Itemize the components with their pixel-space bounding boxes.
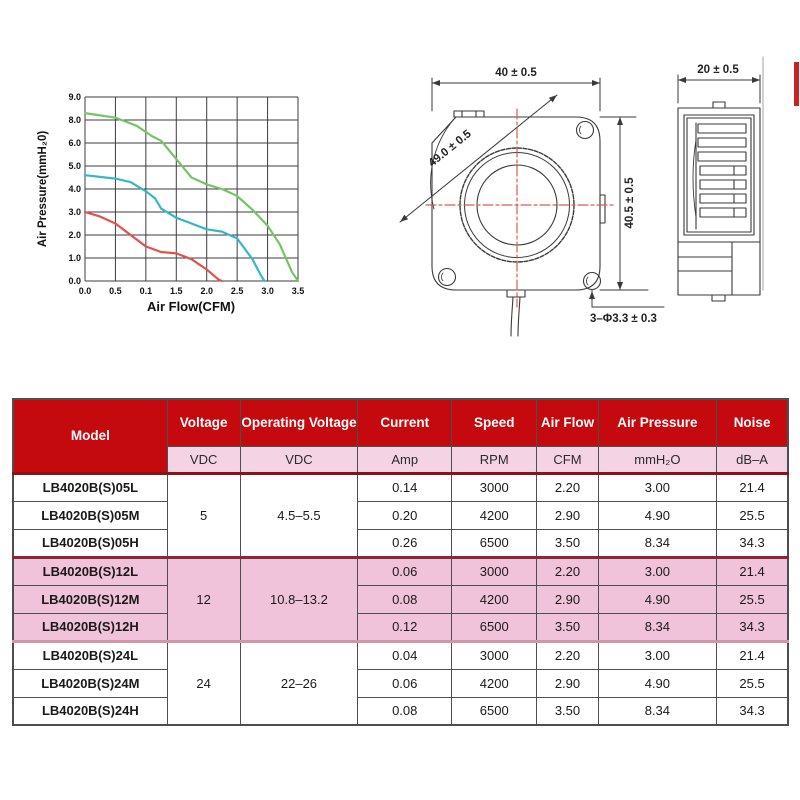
cell-speed: 4200 bbox=[452, 585, 537, 613]
cell-current: 0.08 bbox=[358, 697, 452, 725]
cell-air-flow: 2.90 bbox=[537, 669, 598, 697]
cell-speed: 3000 bbox=[452, 557, 537, 585]
cell-model: LB4020B(S)05L bbox=[13, 473, 167, 501]
fan-side-view-drawing bbox=[660, 45, 800, 305]
fan-front-view bbox=[390, 45, 670, 345]
col-header-operating-voltage: Operating Voltage bbox=[240, 399, 358, 446]
cell-air-flow: 2.20 bbox=[537, 557, 598, 585]
side-body-outline bbox=[678, 108, 760, 295]
cell-noise: 21.4 bbox=[717, 641, 788, 669]
cell-model: LB4020B(S)05M bbox=[13, 501, 167, 529]
svg-text:0.0: 0.0 bbox=[68, 276, 81, 287]
svg-text:1.5: 1.5 bbox=[170, 286, 183, 296]
cell-noise: 21.4 bbox=[717, 557, 788, 585]
top-tab bbox=[454, 111, 484, 117]
table-row bbox=[13, 529, 788, 557]
spec-table-body bbox=[13, 473, 788, 725]
unit-voltage: VDC bbox=[167, 446, 240, 473]
dim-width-label: 40 ± 0.5 bbox=[495, 67, 537, 79]
performance-chart bbox=[30, 85, 310, 320]
col-header-air-flow: Air Flow bbox=[537, 399, 598, 446]
col-header-speed: Speed bbox=[452, 399, 537, 446]
svg-text:8.0: 8.0 bbox=[68, 115, 81, 126]
cell-speed: 3000 bbox=[452, 641, 537, 669]
cell-air-pressure: 4.90 bbox=[598, 501, 717, 529]
side-tab bbox=[600, 195, 605, 223]
chart-x-axis-label: Air Flow(CFM) bbox=[146, 299, 236, 314]
curve-low-speed-red bbox=[85, 212, 222, 281]
cell-model: LB4020B(S)24H bbox=[13, 697, 167, 725]
table-row bbox=[13, 501, 788, 529]
cell-speed: 6500 bbox=[452, 529, 537, 557]
cell-noise: 25.5 bbox=[717, 669, 788, 697]
mounting-hole-top-right bbox=[577, 122, 594, 139]
cell-operating-voltage: 10.8–13.2 bbox=[240, 557, 358, 641]
cell-air-flow: 3.50 bbox=[537, 697, 598, 725]
col-header-model: Model bbox=[13, 399, 167, 473]
dim-holes-label: 3–Φ3.3 ± 0.3 bbox=[590, 313, 657, 325]
cell-current: 0.04 bbox=[358, 641, 452, 669]
cell-current: 0.06 bbox=[358, 557, 452, 585]
chart-curves bbox=[85, 113, 298, 281]
cell-current: 0.26 bbox=[358, 529, 452, 557]
cell-model: LB4020B(S)12M bbox=[13, 585, 167, 613]
cell-air-pressure: 3.00 bbox=[598, 557, 717, 585]
dim-height-label: 40.5 ± 0.5 bbox=[624, 177, 636, 229]
svg-text:2.0: 2.0 bbox=[200, 286, 213, 296]
cell-noise: 34.3 bbox=[717, 529, 788, 557]
cell-current: 0.06 bbox=[358, 669, 452, 697]
cell-air-pressure: 8.34 bbox=[598, 613, 717, 641]
chart-area bbox=[30, 85, 310, 325]
cell-noise: 25.5 bbox=[717, 585, 788, 613]
dim-depth-label: 20 ± 0.5 bbox=[697, 64, 739, 76]
table-row bbox=[13, 473, 788, 501]
side-top-tab bbox=[713, 102, 725, 108]
cell-air-flow: 3.50 bbox=[537, 529, 598, 557]
cell-voltage: 12 bbox=[167, 557, 240, 641]
svg-text:4.0: 4.0 bbox=[68, 184, 81, 195]
cell-speed: 3000 bbox=[452, 473, 537, 501]
col-header-voltage: Voltage bbox=[167, 399, 240, 446]
cell-model: LB4020B(S)12L bbox=[13, 557, 167, 585]
table-row bbox=[13, 585, 788, 613]
svg-text:3.5: 3.5 bbox=[291, 286, 305, 296]
table-row bbox=[13, 613, 788, 641]
cell-model: LB4020B(S)24L bbox=[13, 641, 167, 669]
cell-air-flow: 2.90 bbox=[537, 585, 598, 613]
cell-current: 0.14 bbox=[358, 473, 452, 501]
table-row bbox=[13, 669, 788, 697]
cell-air-pressure: 8.34 bbox=[598, 697, 717, 725]
cell-air-pressure: 3.00 bbox=[598, 641, 717, 669]
cell-operating-voltage: 22–26 bbox=[240, 641, 358, 725]
lead-wires bbox=[511, 297, 513, 336]
col-header-air-pressure: Air Pressure bbox=[598, 399, 717, 446]
curve-high-speed-green bbox=[85, 113, 298, 281]
mounting-hole-bottom-right bbox=[584, 273, 601, 290]
unit-operating-voltage: VDC bbox=[240, 446, 358, 473]
unit-air-flow: CFM bbox=[537, 446, 598, 473]
cell-speed: 6500 bbox=[452, 697, 537, 725]
chart-tick-labels bbox=[68, 92, 304, 296]
table-row bbox=[13, 641, 788, 669]
svg-text:0.5: 0.5 bbox=[109, 286, 122, 296]
cell-current: 0.20 bbox=[358, 501, 452, 529]
svg-text:2.5: 2.5 bbox=[230, 286, 244, 296]
cell-noise: 34.3 bbox=[717, 697, 788, 725]
cell-model: LB4020B(S)05H bbox=[13, 529, 167, 557]
side-bottom-tab bbox=[712, 295, 725, 301]
wire-connector bbox=[507, 290, 525, 297]
cell-air-flow: 2.20 bbox=[537, 473, 598, 501]
cell-voltage: 5 bbox=[167, 473, 240, 557]
cell-speed: 6500 bbox=[452, 613, 537, 641]
cell-air-pressure: 4.90 bbox=[598, 585, 717, 613]
svg-text:9.0: 9.0 bbox=[68, 92, 81, 103]
svg-text:6.0: 6.0 bbox=[68, 138, 81, 149]
fan-front-view-drawing bbox=[390, 45, 670, 340]
cell-model: LB4020B(S)24M bbox=[13, 669, 167, 697]
cell-current: 0.08 bbox=[358, 585, 452, 613]
cell-noise: 25.5 bbox=[717, 501, 788, 529]
svg-text:3.0: 3.0 bbox=[261, 286, 274, 296]
unit-air-pressure: mmH₂O bbox=[598, 446, 717, 473]
col-header-noise: Noise bbox=[717, 399, 788, 446]
cell-noise: 34.3 bbox=[717, 613, 788, 641]
spec-table bbox=[12, 398, 789, 726]
svg-text:5.0: 5.0 bbox=[68, 161, 81, 172]
svg-text:2.0: 2.0 bbox=[68, 230, 81, 241]
svg-text:0.0: 0.0 bbox=[78, 286, 92, 296]
cell-air-pressure: 3.00 bbox=[598, 473, 717, 501]
unit-current: Amp bbox=[358, 446, 452, 473]
fan-side-view bbox=[660, 45, 800, 310]
unit-noise: dB–A bbox=[717, 446, 788, 473]
cell-noise: 21.4 bbox=[717, 473, 788, 501]
cell-speed: 4200 bbox=[452, 501, 537, 529]
mounting-hole-bottom-left bbox=[439, 269, 456, 286]
svg-text:3.0: 3.0 bbox=[68, 207, 81, 218]
cell-speed: 4200 bbox=[452, 669, 537, 697]
unit-speed: RPM bbox=[452, 446, 537, 473]
cell-air-flow: 3.50 bbox=[537, 613, 598, 641]
svg-text:1.0: 1.0 bbox=[68, 253, 81, 264]
cell-air-pressure: 4.90 bbox=[598, 669, 717, 697]
cell-operating-voltage: 4.5–5.5 bbox=[240, 473, 358, 557]
scrollbar-thumb-fragment[interactable] bbox=[794, 62, 799, 106]
dim-diagonal-label: 49.0 ± 0.5 bbox=[426, 127, 474, 170]
cell-voltage: 24 bbox=[167, 641, 240, 725]
col-header-current: Current bbox=[358, 399, 452, 446]
table-row bbox=[13, 557, 788, 585]
svg-text:0.1: 0.1 bbox=[139, 286, 153, 296]
cell-current: 0.12 bbox=[358, 613, 452, 641]
cell-air-flow: 2.20 bbox=[537, 641, 598, 669]
cell-air-pressure: 8.34 bbox=[598, 529, 717, 557]
cell-model: LB4020B(S)12H bbox=[13, 613, 167, 641]
chart-y-axis-label: Air Pressure(mmH₂0) bbox=[37, 130, 49, 248]
chart-grid bbox=[85, 97, 298, 281]
cell-air-flow: 2.90 bbox=[537, 501, 598, 529]
table-row bbox=[13, 697, 788, 725]
